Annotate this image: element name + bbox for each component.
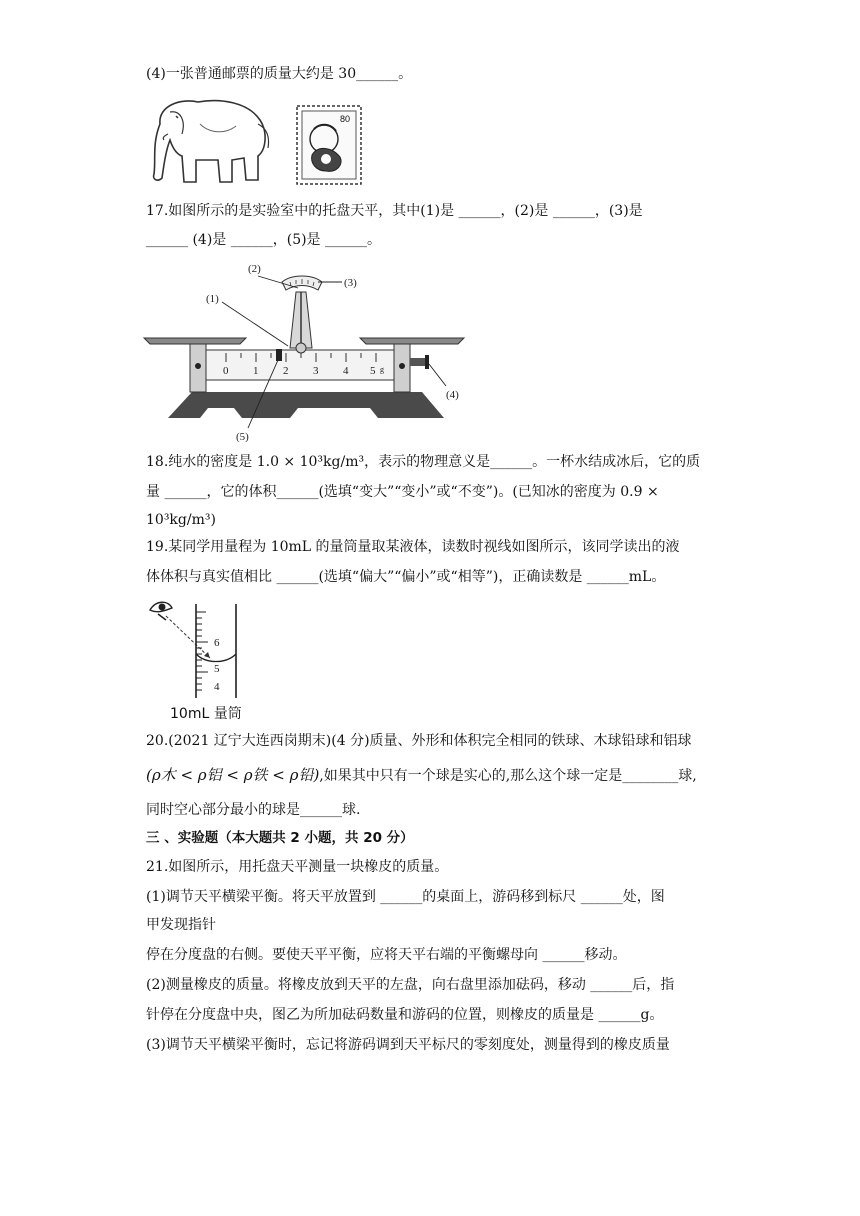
balance-diagram xyxy=(140,258,470,442)
stamp-image xyxy=(296,105,362,185)
scale-tick: 0 xyxy=(223,365,229,377)
question-21-part-2-line-1: (2)测量橡皮的质量。将橡皮放到天平的左盘，向右盘里添加砝码，移动 ______后，指 xyxy=(146,977,675,993)
question-20-line-2-text: ,如果其中只有一个球是实心的,那么这个球一定是________球, xyxy=(319,768,697,784)
cylinder-tick: 5 xyxy=(214,663,220,675)
label-4: (4) xyxy=(446,389,459,401)
question-21-part-3-line-1: (3)调节天平横梁平衡时，忘记将游码调到天平标尺的零刻度处，测量得到的橡皮质量 xyxy=(146,1037,670,1053)
density-inequality: (ρ木 < ρ铝 < ρ铁 < ρ铅) xyxy=(146,766,320,784)
scale-tick: 3 xyxy=(313,365,319,377)
balance-base xyxy=(168,392,444,418)
question-20-line-2 xyxy=(146,765,697,786)
scale-tick: 4 xyxy=(343,365,349,377)
scale-tick: 1 xyxy=(253,365,259,377)
left-pan xyxy=(144,338,246,344)
right-pan xyxy=(360,338,464,344)
question-19-line-2: 体体积与真实值相比 ______(选填“偏大”“偏小”或“相等”)，正确读数是 ______mL。 xyxy=(146,569,666,585)
section-3-heading: 三 、实验题（本大题共 2 小题，共 20 分） xyxy=(146,830,414,846)
scale-tick: 2 xyxy=(283,365,289,377)
question-20-line-3: 同时空心部分最小的球是______球. xyxy=(146,802,361,818)
scale-tick: 5 xyxy=(370,365,376,377)
question-20-line-1: 20.(2021 辽宁大连西岗期末)(4 分)质量、外形和体积完全相同的铁球、木球铅球和铝球 xyxy=(146,733,692,749)
elephant-image xyxy=(140,94,272,188)
beam-scale xyxy=(206,350,394,380)
question-17-line-2: ______ (4)是 ______，(5)是 ______。 xyxy=(146,232,382,248)
question-21-part-2-line-2: 针停在分度盘中央，图乙为所加砝码数量和游码的位置，则橡皮的质量是 ______g。 xyxy=(146,1007,664,1023)
cylinder-caption: 10mL 量筒 xyxy=(170,706,242,722)
question-18-line-2: 量 ______，它的体积______(选填“变大”“变小”或“不变”)。(已知冰的密度为 0.9 × xyxy=(146,484,659,500)
rider xyxy=(276,349,282,361)
stamp-value: 80 xyxy=(340,114,351,124)
question-21-part-1-line-1: (1)调节天平横梁平衡。将天平放置到 ______的桌面上，游码移到标尺 ______处，图 xyxy=(146,889,665,905)
question-18-line-3: 10³kg/m³) xyxy=(146,512,216,528)
label-5: (5) xyxy=(236,431,249,442)
scale-unit: g xyxy=(380,365,384,374)
question-18-line-1: 18.纯水的密度是 1.0 × 10³kg/m³，表示的物理意义是______。一杯水结成冰后，它的质 xyxy=(146,454,701,470)
cylinder-tick: 6 xyxy=(214,637,220,649)
label-2: (2) xyxy=(248,263,261,275)
question-17-line-1: 17.如图所示的是实验室中的托盘天平，其中(1)是 ______，(2)是 ______，(3)是 xyxy=(146,203,643,219)
question-16-part-4: (4)一张普通邮票的质量大约是 30______。 xyxy=(146,66,413,82)
cylinder-tick: 4 xyxy=(214,681,220,693)
label-1: (1) xyxy=(206,293,219,305)
question-21-intro: 21.如图所示，用托盘天平测量一块橡皮的质量。 xyxy=(146,859,449,875)
eye-icon xyxy=(150,602,172,620)
question-21-part-1-line-3: 停在分度盘的右侧。要使天平平衡，应将天平右端的平衡螺母向 ______移动。 xyxy=(146,947,627,963)
question-19-line-1: 19.某同学用量程为 10mL 的量筒量取某液体，读数时视线如图所示，该同学读出的液 xyxy=(146,539,680,555)
measuring-cylinder-diagram xyxy=(144,598,264,722)
label-3: (3) xyxy=(344,277,357,289)
question-21-part-1-line-2: 甲发现指针 xyxy=(146,917,216,933)
